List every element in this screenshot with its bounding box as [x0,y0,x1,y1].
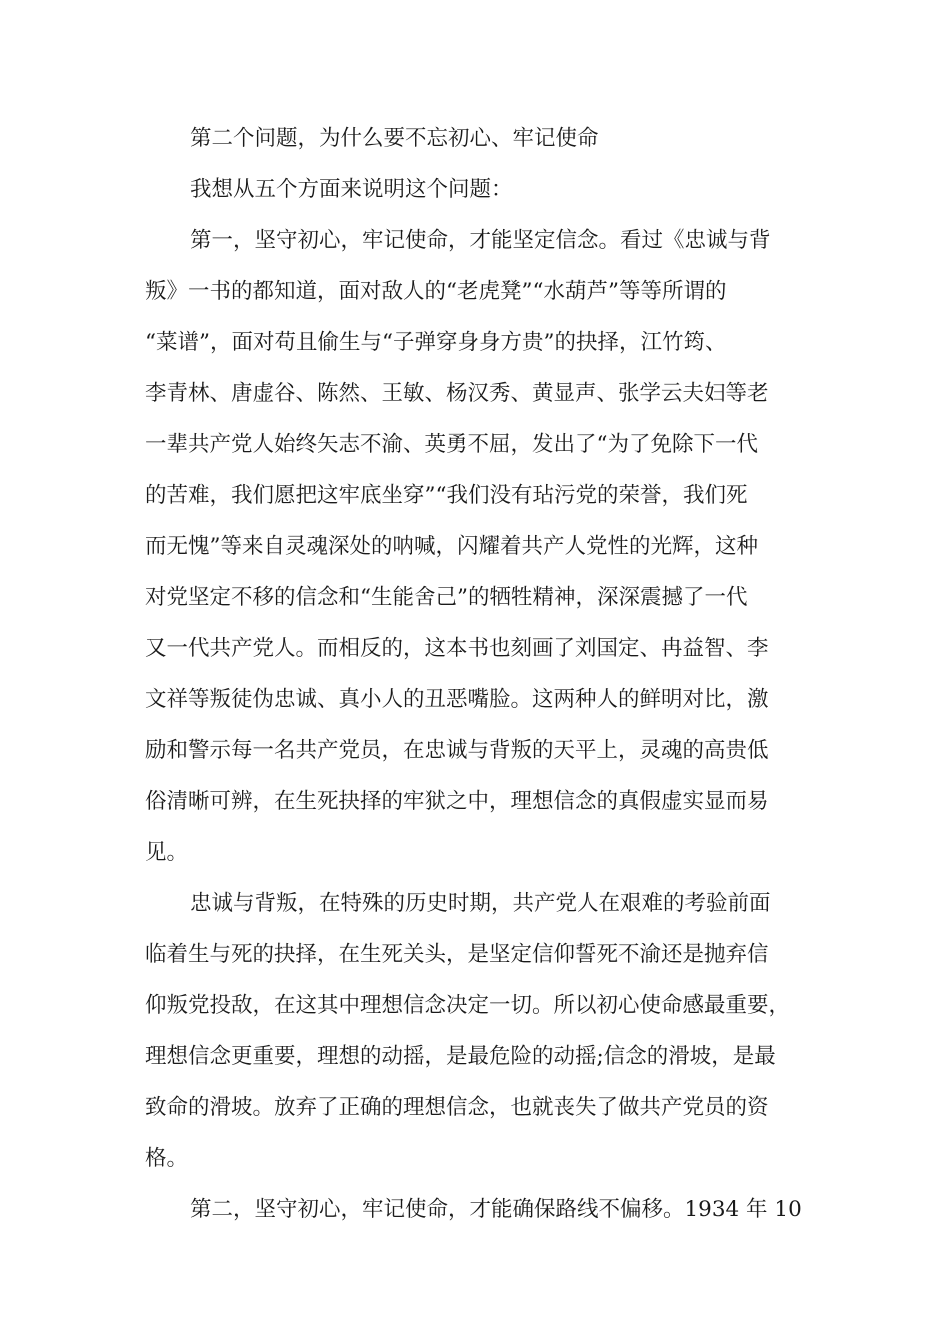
paragraph-2-line-6: 格。 [145,1146,189,1171]
paragraph-1-line-3: “菜谱”，面对苟且偷生与“子弹穿身身方贵”的抉择，江竹筠、 [145,330,727,355]
intro-line: 我想从五个方面来说明这个问题： [190,177,513,202]
paragraph-1-line-12: 俗清晰可辨，在生死抉择的牢狱之中，理想信念的真假虚实显而易 [145,789,769,814]
paragraph-1-line-6: 的苦难，我们愿把这牢底坐穿”“我们没有玷污党的荣誉，我们死 [145,483,748,508]
paragraph-1-line-2: 叛》一书的都知道，面对敌人的“老虎凳”“水葫芦”等等所谓的 [145,279,727,304]
paragraph-1-line-1: 第一，坚守初心，牢记使命，才能坚定信念。看过《忠诚与背 [190,228,771,253]
paragraph-1-line-9: 又一代共产党人。而相反的，这本书也刻画了刘国定、冉益智、李 [145,636,769,661]
paragraph-2-line-1: 忠诚与背叛，在特殊的历史时期，共产党人在艰难的考验前面 [190,891,771,916]
section-heading: 第二个问题，为什么要不忘初心、牢记使命 [190,126,599,151]
paragraph-1-line-5: 一辈共产党人始终矢志不渝、英勇不屈，发出了“为了免除下一代 [145,432,758,457]
paragraph-2-line-5: 致命的滑坡。放弃了正确的理想信念，也就丧失了做共产党员的资 [145,1095,769,1120]
paragraph-2-line-3: 仰叛党投敌，在这其中理想信念决定一切。所以初心使命感最重要， [145,993,791,1018]
paragraph-1-line-7: 而无愧”等来自灵魂深处的呐喊，闪耀着共产人党性的光辉，这种 [145,534,758,559]
paragraph-2-line-2: 临着生与死的抉择，在生死关头，是坚定信仰誓死不渝还是抛弃信 [145,942,769,967]
paragraph-1-line-10: 文祥等叛徒伪忠诚、真小人的丑恶嘴脸。这两种人的鲜明对比，激 [145,687,769,712]
paragraph-1-line-11: 励和警示每一名共产党员，在忠诚与背叛的天平上，灵魂的高贵低 [145,738,769,763]
paragraph-1-line-13: 见。 [145,840,189,865]
paragraph-2-line-4: 理想信念更重要，理想的动摇，是最危险的动摇;信念的滑坡，是最 [145,1044,776,1069]
paragraph-3-line-1: 第二，坚守初心，牢记使命，才能确保路线不偏移。1934 年 10 [190,1197,802,1222]
paragraph-1-line-4: 李青林、唐虚谷、陈然、王敏、杨汉秀、黄显声、张学云夫妇等老 [145,381,769,406]
paragraph-1-line-8: 对党坚定不移的信念和“生能舍己”的牺牲精神，深深震撼了一代 [145,585,748,610]
